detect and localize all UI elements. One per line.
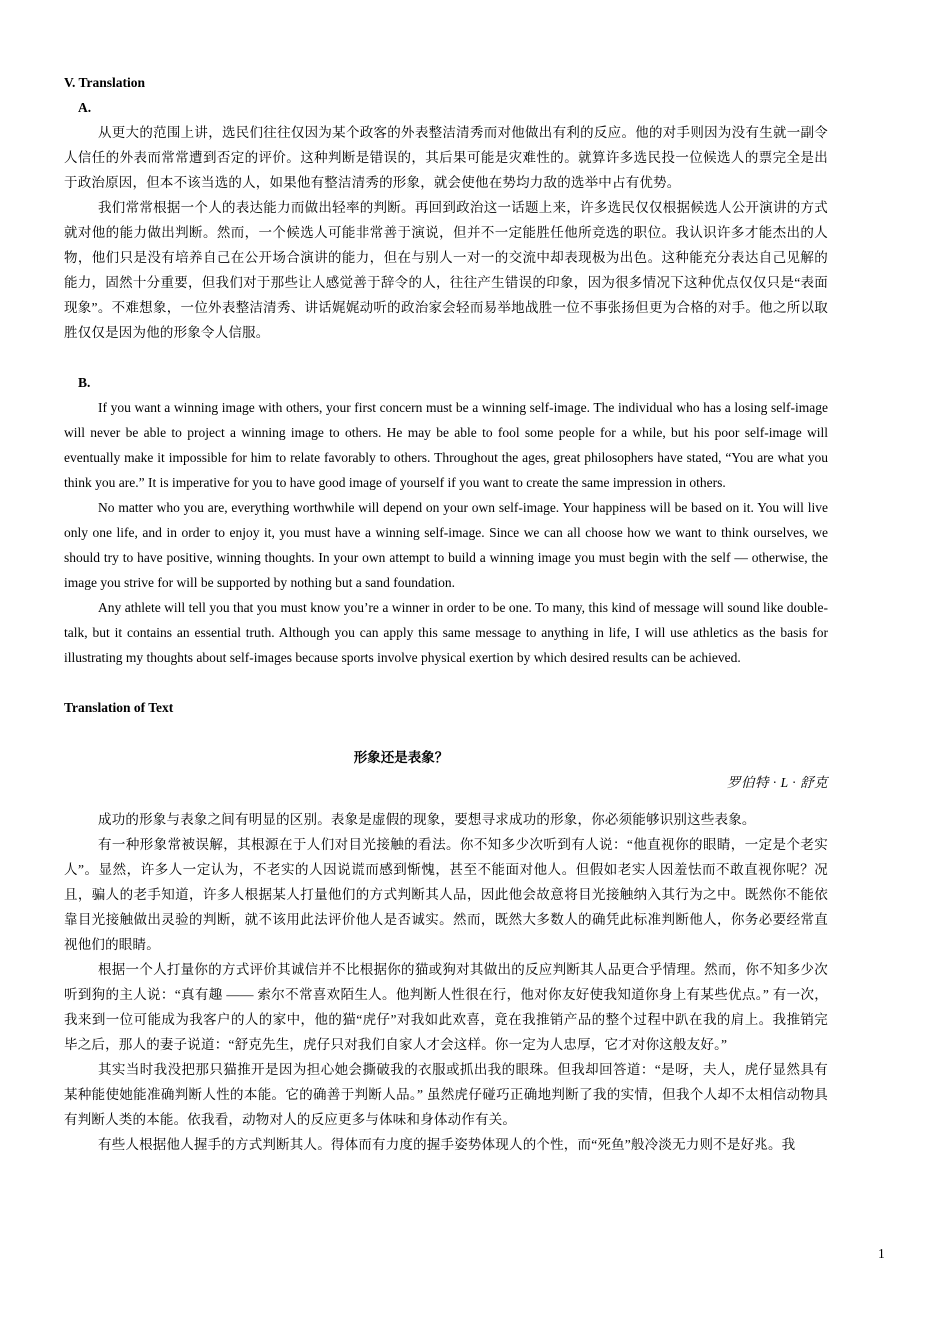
part-b-paragraph: No matter who you are, everything worthwhile will depend on your own self-image. Your happiness will be based on it. You will live only one life, and in order to enjoy it, you must have a winning self-image. Since we can all choose how we want to think ourselves, we should try to have positive, winning thoughts. In your own attempt to build a winning image you must begin with the self — otherwise, the image you strive for will be supported by nothing but a sand foundation. <box>64 500 828 590</box>
part-b-paragraph: Any athlete will tell you that you must know you’re a winner in order to be one. To many, this kind of message will sound like double-talk, but it contains an essential truth. Although you can apply this same message to anything in life, I will use athletics as the basis for illustrating my thoughts about self-images because sports involve physical exertion by which desired results can be achieved. <box>64 600 828 665</box>
article-paragraph: 有一种形象常被误解，其根源在于人们对目光接触的看法。你不知多少次听到有人说：“他直视你的眼睛，一定是个老实人”。显然，许多人一定认为，不老实的人因说谎而感到惭愧，甚至不能面对他人。但假如老实人因羞怯而不敢直视你呢？况且，骗人的老手知道，许多人根据某人打量他们的方式判断其人品，因此他会故意将目光接触纳入其行为之中。既然你不能依靠目光接触做出灵验的判断，就不该用此法评价他人是否诚实。然而，既然大多数人的确凭此标准判断他人，你务必要经常直视他们的眼睛。 <box>64 837 828 952</box>
article-author: 罗伯特 · L · 舒克 <box>726 775 828 790</box>
article-paragraph: 根据一个人打量你的方式评价其诚信并不比根据你的猫或狗对其做出的反应判断其人品更合乎情理。然而，你不知多少次听到狗的主人说：“真有趣 —— 索尔不常喜欢陌生人。他判断人性很在行，他对你友好使我知道你身上有某些优点。” 有一次，我来到一位可能成为我客户的人的家中，他的猫“虎仔”对我如此欢喜，竟在我推销产品的整个过程中趴在我的肩上。我推销完毕之后，那人的妻子说道：“舒克先生，虎仔只对我们自家人才会这样。你一定为人忠厚，它才对你这般友好。” <box>64 962 828 1052</box>
part-a-paragraph: 从更大的范围上讲，选民们往往仅因为某个政客的外表整洁清秀而对他做出有利的反应。他的对手则因为没有生就一副令人信任的外表而常常遭到否定的评价。这种判断是错误的，其后果可能是灾难性的。就算许多选民投一位候选人的票完全是出于政治原因，但本不该当选的人，如果他有整洁清秀的形象，就会使他在势均力敌的选举中占有优势。 <box>64 125 828 190</box>
part-a-label: A. <box>78 100 92 115</box>
article-paragraph: 有些人根据他人握手的方式判断其人。得体而有力度的握手姿势体现人的个性，而“死鱼”般冷淡无力则不是好兆。我 <box>98 1137 796 1152</box>
page-number: 1 <box>878 1246 885 1261</box>
part-a-paragraph: 我们常常根据一个人的表达能力而做出轻率的判断。再回到政治这一话题上来，许多选民仅仅根据候选人公开演讲的方式就对他的能力做出判断。然而，一个候选人可能非常善于演说，但并不一定能胜任他所竞选的职位。我认识许多才能杰出的人物，他们只是没有培养自己在公开场合演讲的能力，但在与别人一对一的交流中却表现极为出色。这种能充分表达自己见解的能力，固然十分重要，但我们对于那些让人感觉善于辞令的人，往往产生错误的印象，因为很多情况下这种优点仅仅只是“表面现象”。不难想象，一位外表整洁清秀、讲话娓娓动听的政治家会轻而易举地战胜一位不事张扬但更为合格的对手。他之所以取胜仅仅是因为他的形象令人信服。 <box>64 200 828 340</box>
article-paragraph: 成功的形象与表象之间有明显的区别。表象是虚假的现象，要想寻求成功的形象，你必须能够识别这些表象。 <box>98 812 756 827</box>
article-title: 形象还是表象？ <box>353 750 449 765</box>
part-b-label: B. <box>78 375 91 390</box>
part-b-body <box>64 395 828 670</box>
part-b-paragraph: If you want a winning image with others, your first concern must be a winning self-image. The individual who has a losing self-image will never be able to project a winning image to others. He may be able to fool some people for a while, but his poor self-image will eventually make it impossible for him to relate favorably to others. Throughout the ages, great philosophers have stated, “You are what you think you are.” It is imperative for you to have good image of yourself if you want to create the same impression in others. <box>64 400 828 490</box>
article-paragraph: 其实当时我没把那只猫推开是因为担心她会撕破我的衣服或抓出我的眼珠。但我却回答道：“是呀，夫人，虎仔显然具有某种能使她能准确判断人性的本能。它的确善于判断人品。” 虽然虎仔碰巧正确地判断了我的实情，但我个人却不太相信动物具有判断人类的本能。依我看，动物对人的反应更多与体味和身体动作有关。 <box>64 1062 828 1127</box>
part-a-body <box>64 120 828 345</box>
article-body <box>64 807 828 1157</box>
document-page <box>64 70 828 1157</box>
section-heading: V. Translation <box>64 75 146 90</box>
translation-heading: Translation of Text <box>64 700 174 715</box>
